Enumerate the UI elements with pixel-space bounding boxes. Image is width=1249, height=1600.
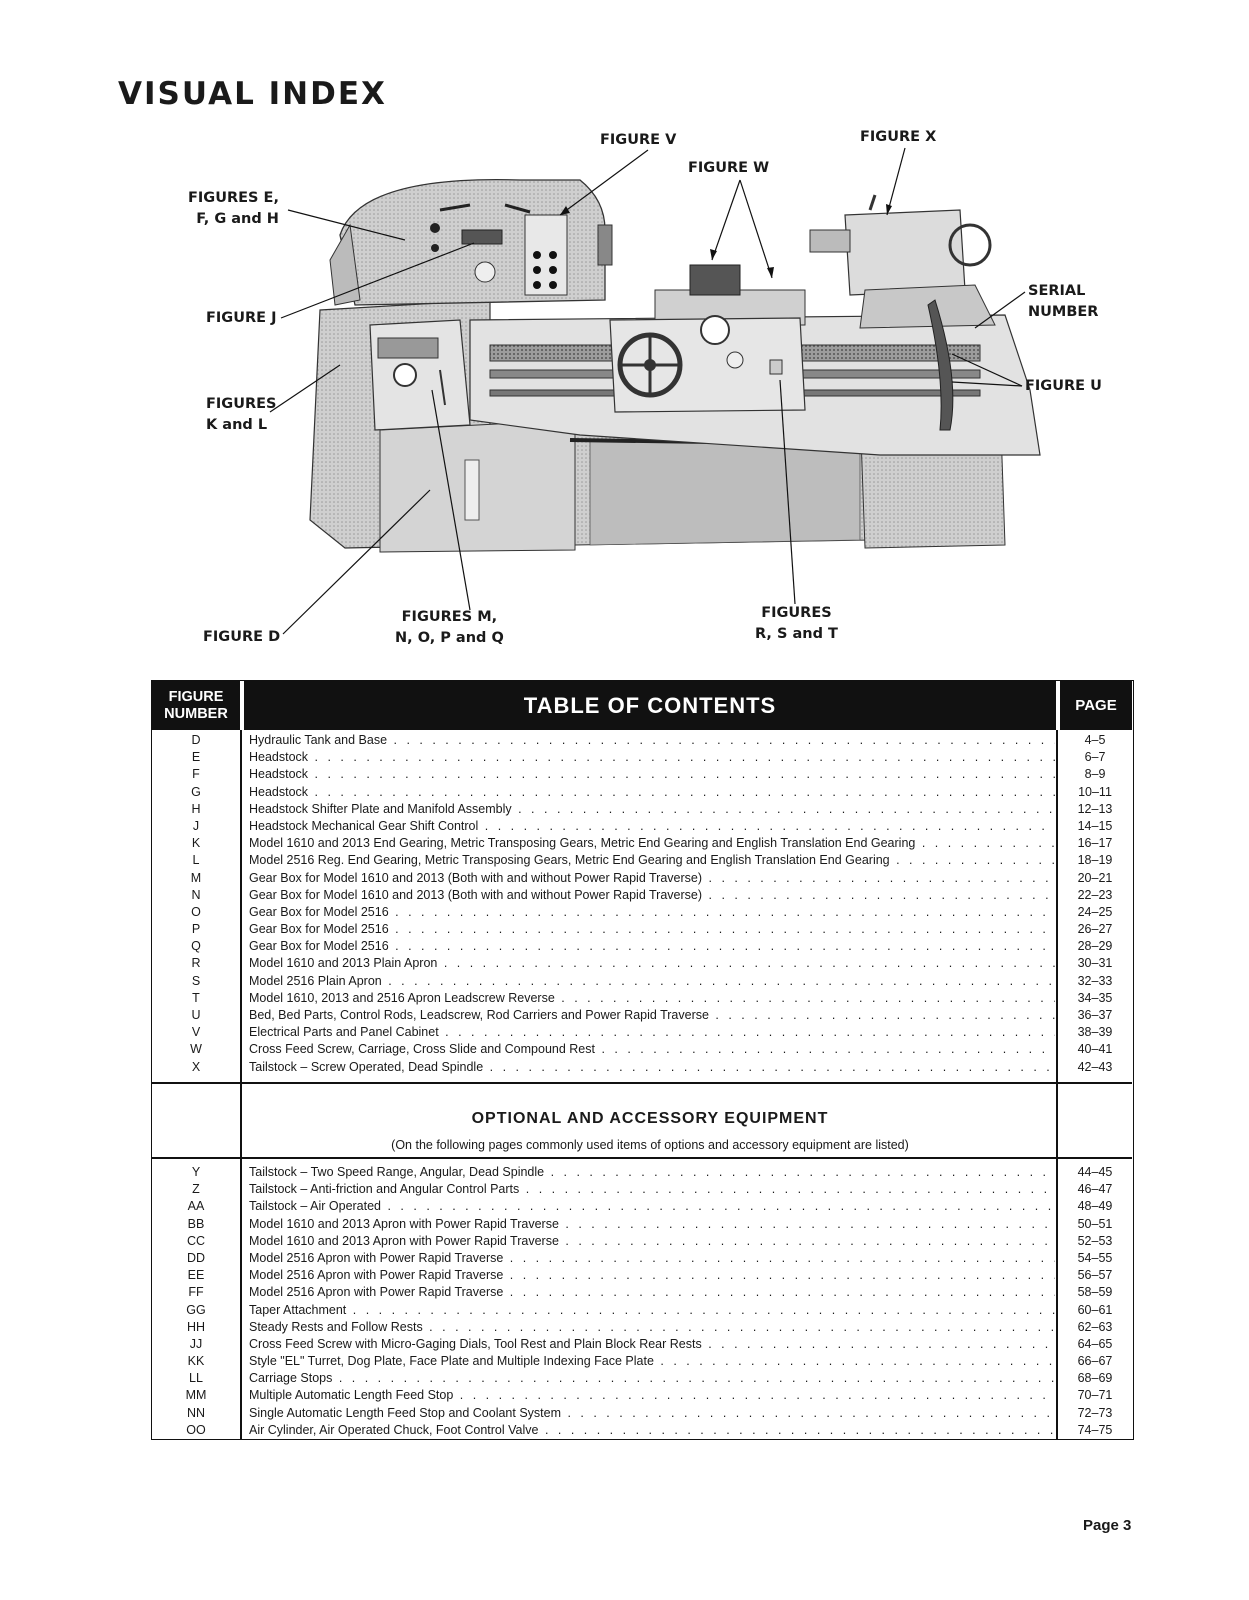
page-range: 68–69 [1077, 1371, 1113, 1386]
figure-code: S [191, 973, 201, 988]
main-entries [152, 732, 1132, 1076]
table-header [152, 681, 1132, 730]
page-range: 32–33 [1077, 973, 1113, 988]
table-row [152, 784, 1132, 801]
page-range: 20–21 [1077, 870, 1113, 885]
optional-note: (On the following pages commonly used items of options and accessory equipment are listed) [391, 1138, 909, 1152]
callout-serial-number: SERIAL NUMBER [1028, 283, 1099, 320]
entry-title: Headstock . . . [249, 784, 1055, 801]
entry-title: Tailstock – Air Operated . . . [249, 1198, 1055, 1215]
table-row [152, 1370, 1132, 1387]
figure-code: W [190, 1042, 202, 1057]
figure-number-header: FIGURE NUMBER [164, 688, 228, 722]
callout-figure-w: FIGURE W [688, 160, 770, 176]
figure-code: M [190, 870, 202, 885]
figure-code: GG [186, 1302, 206, 1317]
entry-title: Cross Feed Screw with Micro-Gaging Dials, Tool Rest and Plain Block Rear Rests . . . [249, 1336, 1055, 1353]
table-row [152, 1405, 1132, 1422]
entry-title: Model 1610 and 2013 Apron with Power Rapid Traverse . . . [249, 1216, 1055, 1233]
table-row [152, 1216, 1132, 1233]
entry-title: Model 2516 Apron with Power Rapid Traverse . . . [249, 1267, 1055, 1284]
entry-title: Tailstock – Screw Operated, Dead Spindle . . . [249, 1059, 1055, 1076]
page-range: 56–57 [1077, 1268, 1113, 1283]
table-row [152, 852, 1132, 869]
page-range: 54–55 [1077, 1250, 1113, 1265]
table-row [152, 818, 1132, 835]
page-range: 6–7 [1084, 750, 1106, 765]
gear-box [370, 320, 470, 430]
page-number: Page 3 [1083, 1517, 1132, 1534]
figure-code: T [192, 990, 200, 1005]
entry-title: Tailstock – Two Speed Range, Angular, Dead Spindle . . . [249, 1164, 1055, 1181]
page-header: PAGE [1075, 697, 1117, 714]
entry-title: Gear Box for Model 1610 and 2013 (Both with and without Power Rapid Traverse) . . . [249, 870, 1055, 887]
callout-figures-kl: FIGURES K and L [206, 396, 277, 433]
page-range: 66–67 [1077, 1354, 1113, 1369]
figure-code: CC [186, 1233, 206, 1248]
table-row [152, 732, 1132, 749]
entry-title: Headstock . . . [249, 749, 1055, 766]
page-range: 14–15 [1077, 818, 1113, 833]
figure-code: LL [189, 1371, 203, 1386]
page-range: 16–17 [1077, 836, 1113, 851]
entry-title: Model 2516 Apron with Power Rapid Traverse . . . [249, 1284, 1055, 1301]
figure-code: K [191, 836, 201, 851]
page-range: 4–5 [1084, 733, 1106, 747]
entry-title: Bed, Bed Parts, Control Rods, Leadscrew, Rod Carriers and Power Rapid Traverse . . . [249, 1007, 1055, 1024]
table-row [152, 1353, 1132, 1370]
page-range: 8–9 [1084, 767, 1106, 782]
page-range: 26–27 [1077, 922, 1113, 937]
page-range: 48–49 [1077, 1199, 1113, 1214]
page-range: 36–37 [1077, 1008, 1113, 1022]
table-row [152, 1387, 1132, 1404]
page-range: 42–43 [1077, 1059, 1113, 1074]
table-row [152, 1198, 1132, 1215]
figure-code: FF [188, 1285, 204, 1300]
table-row [152, 1336, 1132, 1353]
entry-title: Single Automatic Length Feed Stop and Coolant System . . . [249, 1405, 1055, 1422]
entry-title: Headstock . . . [249, 766, 1055, 783]
figure-code: MM [185, 1388, 207, 1403]
page-range: 30–31 [1077, 956, 1113, 971]
figure-code: J [192, 818, 200, 833]
page-range: 72–73 [1077, 1405, 1113, 1420]
entry-title: Steady Rests and Follow Rests . . . [249, 1319, 1055, 1336]
table-row [152, 921, 1132, 938]
entry-title: Model 1610 and 2013 Plain Apron . . . [249, 955, 1055, 972]
page-range: 60–61 [1077, 1302, 1113, 1317]
table-row [152, 887, 1132, 904]
entry-title: Gear Box for Model 2516 . . . [249, 938, 1055, 955]
table-row [152, 1164, 1132, 1181]
table-row [152, 1250, 1132, 1267]
page-range: 64–65 [1077, 1336, 1113, 1351]
entry-title: Electrical Parts and Panel Cabinet . . . [249, 1024, 1055, 1041]
entry-title: Taper Attachment . . . [249, 1302, 1055, 1319]
figure-code: R [191, 956, 201, 971]
page-range: 50–51 [1077, 1216, 1113, 1231]
figure-code: V [191, 1025, 201, 1040]
page-range: 38–39 [1077, 1025, 1113, 1040]
table-row [152, 1007, 1132, 1024]
table-row [152, 766, 1132, 783]
table-row [152, 1302, 1132, 1319]
callout-figure-x: FIGURE X [860, 129, 937, 145]
page-range: 34–35 [1077, 990, 1113, 1005]
figure-code: F [192, 767, 200, 782]
carriage [610, 265, 805, 412]
page-range: 22–23 [1077, 887, 1113, 902]
figure-code: N [191, 887, 201, 902]
page-range: 74–75 [1077, 1422, 1113, 1437]
table-row [152, 1181, 1132, 1198]
figure-code: P [191, 922, 201, 937]
table-row [152, 973, 1132, 990]
figure-code: G [191, 784, 201, 799]
callout-figure-u: FIGURE U [1025, 378, 1102, 394]
page-range: 44–45 [1077, 1165, 1113, 1179]
figure-code: O [191, 904, 201, 919]
entry-title: Tailstock – Anti-friction and Angular Control Parts . . . [249, 1181, 1055, 1198]
optional-equipment-section [244, 1094, 1056, 1166]
figure-code: Q [191, 939, 201, 954]
figure-code: BB [187, 1216, 205, 1231]
table-title: TABLE OF CONTENTS [523, 692, 777, 718]
entry-title: Multiple Automatic Length Feed Stop . . . [249, 1387, 1055, 1404]
table-row [152, 1059, 1132, 1076]
figure-code: HH [186, 1319, 206, 1334]
page-range: 58–59 [1077, 1285, 1113, 1300]
entry-title: Headstock Shifter Plate and Manifold Assembly . . . [249, 801, 1055, 818]
table-of-contents [151, 680, 1134, 1440]
entry-title: Model 1610, 2013 and 2516 Apron Leadscrew Reverse . . . [249, 990, 1055, 1007]
table-row [152, 1041, 1132, 1058]
page-range: 46–47 [1077, 1182, 1113, 1197]
entry-title: Gear Box for Model 2516 . . . [249, 921, 1055, 938]
page-range: 24–25 [1077, 904, 1113, 919]
page-range: 40–41 [1077, 1042, 1113, 1057]
callout-figure-j: FIGURE J [206, 310, 277, 326]
figure-code: JJ [189, 1336, 203, 1351]
entry-title: Cross Feed Screw, Carriage, Cross Slide and Compound Rest . . . [249, 1041, 1055, 1058]
page-range: 28–29 [1077, 939, 1113, 954]
figure-code: L [192, 853, 200, 868]
table-row [152, 870, 1132, 887]
lathe-figure [0, 0, 1249, 670]
headstock [330, 180, 612, 305]
figure-code: Y [191, 1165, 201, 1179]
figure-code: U [191, 1008, 201, 1022]
table-row [152, 1319, 1132, 1336]
table-row [152, 835, 1132, 852]
page-range: 52–53 [1077, 1233, 1113, 1248]
figure-code: X [191, 1059, 201, 1074]
figure-code: DD [186, 1250, 206, 1265]
table-row [152, 1284, 1132, 1301]
entry-title: Hydraulic Tank and Base . . . [249, 732, 1055, 749]
entry-title: Model 1610 and 2013 End Gearing, Metric Transposing Gears, Metric End Gearing and English Translation End Gearing . . . [249, 835, 1055, 852]
figure-code: E [191, 750, 201, 765]
optional-heading: OPTIONAL AND ACCESSORY EQUIPMENT [471, 1110, 829, 1127]
table-row [152, 955, 1132, 972]
entry-title: Headstock Mechanical Gear Shift Control . . . [249, 818, 1055, 835]
table-row [152, 1024, 1132, 1041]
page-range: 70–71 [1077, 1388, 1113, 1403]
figure-code: H [191, 801, 201, 816]
table-row [152, 1267, 1132, 1284]
section-divider-top [152, 1082, 1132, 1084]
entry-title: Style "EL" Turret, Dog Plate, Face Plate and Multiple Indexing Face Plate . . . [249, 1353, 1055, 1370]
figure-code: AA [187, 1199, 205, 1214]
table-row [152, 990, 1132, 1007]
figure-code: NN [186, 1405, 206, 1420]
table-row [152, 749, 1132, 766]
figure-code: EE [187, 1268, 205, 1283]
entry-title: Model 2516 Apron with Power Rapid Traverse . . . [249, 1250, 1055, 1267]
callout-figure-v: FIGURE V [600, 132, 677, 148]
callout-figures-rst: FIGURES R, S and T [755, 605, 838, 642]
table-row [152, 938, 1132, 955]
figure-code: OO [186, 1422, 206, 1437]
callout-figures-efgh: FIGURES E, F, G and H [188, 190, 279, 227]
table-row [152, 1422, 1132, 1439]
page-title: VISUAL INDEX [118, 76, 387, 112]
figure-code: D [191, 733, 201, 747]
figure-code: KK [187, 1354, 205, 1369]
table-row [152, 801, 1132, 818]
callout-figures-mnopq: FIGURES M, N, O, P and Q [395, 609, 504, 646]
optional-entries [152, 1164, 1132, 1439]
page-range: 18–19 [1077, 853, 1113, 868]
entry-title: Carriage Stops . . . [249, 1370, 1055, 1387]
figure-code: Z [192, 1182, 200, 1197]
entry-title: Air Cylinder, Air Operated Chuck, Foot Control Valve . . . [249, 1422, 1055, 1439]
page-range: 62–63 [1077, 1319, 1113, 1334]
lathe-illustration [0, 0, 1249, 670]
entry-title: Model 1610 and 2013 Apron with Power Rapid Traverse . . . [249, 1233, 1055, 1250]
page-range: 12–13 [1077, 801, 1113, 816]
page-range: 10–11 [1078, 784, 1112, 799]
entry-title: Gear Box for Model 2516 . . . [249, 904, 1055, 921]
table-row [152, 904, 1132, 921]
table-row [152, 1233, 1132, 1250]
entry-title: Model 2516 Plain Apron . . . [249, 973, 1055, 990]
callout-figure-d: FIGURE D [203, 629, 281, 645]
entry-title: Gear Box for Model 1610 and 2013 (Both with and without Power Rapid Traverse) . . . [249, 887, 1055, 904]
entry-title: Model 2516 Reg. End Gearing, Metric Transposing Gears, Metric End Gearing and English Translation End Gearing . . . [249, 852, 1055, 869]
